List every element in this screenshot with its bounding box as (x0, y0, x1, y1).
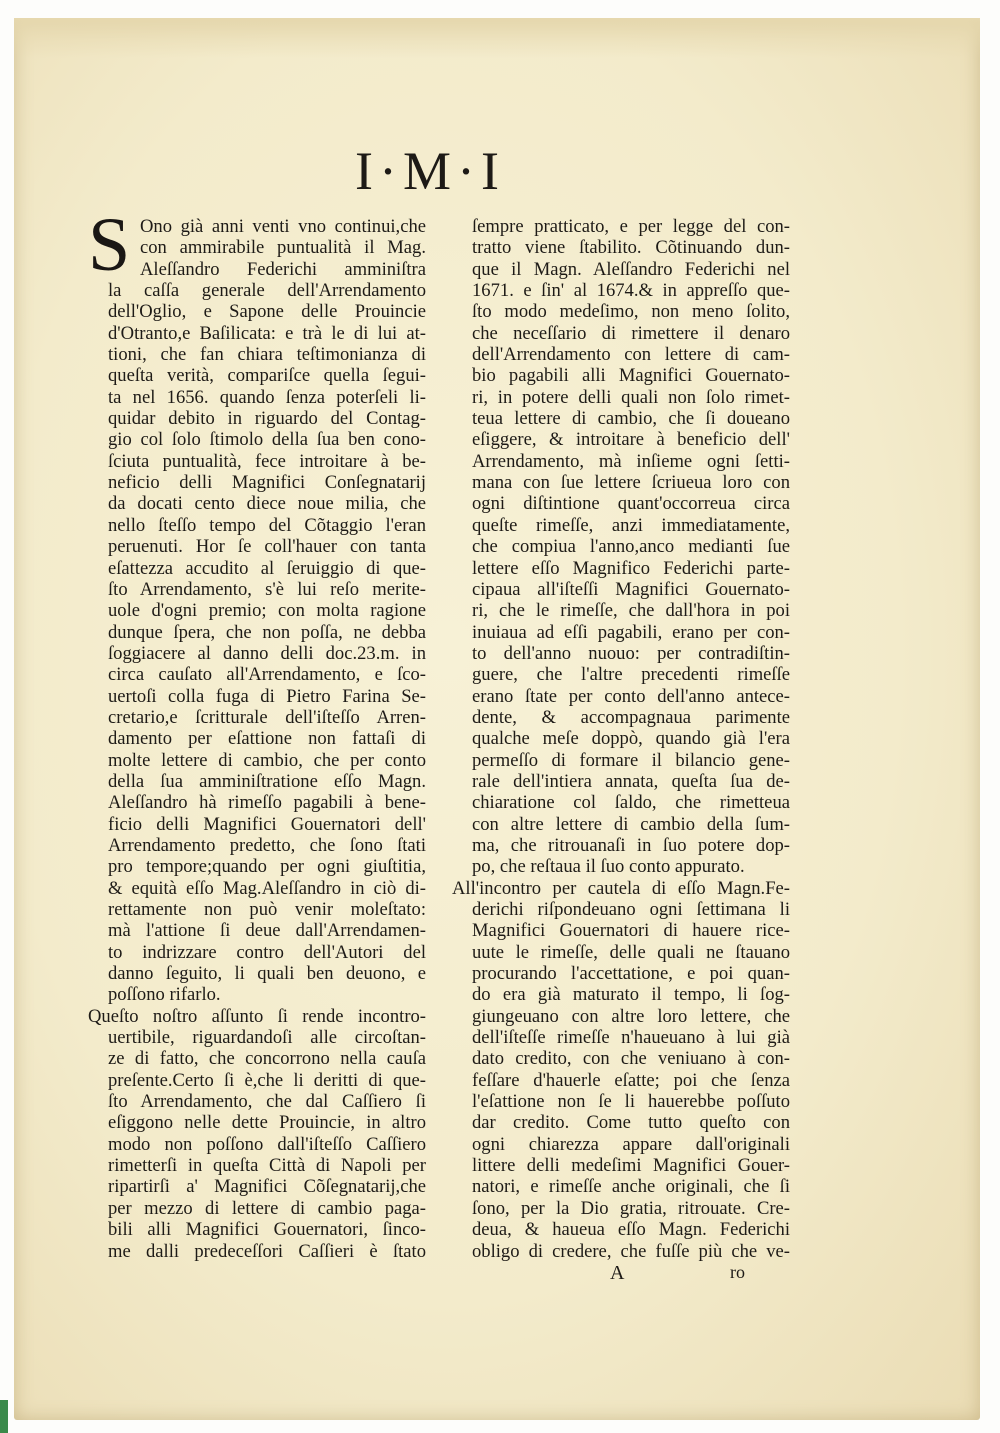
text-line: dar credito. Come tutto queſto con (472, 1112, 790, 1134)
text-line: d'Otranto,e Baſilicata: e trà le di lui at- (108, 322, 426, 344)
text-line: littere delli medeſimi Magnifici Gouer- (472, 1155, 790, 1177)
text-line: neficio delli Magnifici Conſegnatarij (108, 472, 426, 494)
text-line: uertoſi colla fuga di Pietro Farina Se- (108, 685, 426, 707)
text-line: me dalli predeceſſori Caſſieri è ſtato (108, 1240, 426, 1262)
text-line: peruenuti. Hor ſe coll'hauer con tanta (108, 536, 426, 558)
text-line: bili alli Magnifici Gouernatori, ſinco- (108, 1219, 426, 1241)
paper-worn-edge (14, 18, 980, 58)
text-line: rettamente non può venir moleſtato: (108, 899, 426, 920)
text-line: to dell'anno nuouo: per contradiſtin- (472, 642, 790, 664)
text-line: ripartirſi a' Magnifici Cõſegnatarij,che (108, 1176, 426, 1198)
text-line: 1671. e ſin' al 1674.& in appreſſo que- (472, 280, 790, 302)
text-line: molte lettere di cambio, che per conto (108, 749, 426, 771)
text-line: pro tempore;quando per ogni giuſtitia, (108, 856, 426, 878)
text-line: uole d'ogni premio; con molta ragione (108, 600, 426, 622)
text-line: ſto modo medeſimo, non meno ſolito, (472, 301, 790, 323)
text-line: Magnifici Gouernatori di hauere rice- (472, 920, 790, 942)
signature-mark: A (610, 1262, 625, 1284)
text-line: ma, che ritrouanaſi in ſuo potere dop- (472, 834, 790, 856)
text-line: uute le rimeſſe, delle quali ne ſtauano (472, 941, 790, 963)
catchword: ro (730, 1262, 745, 1282)
text-line: quidar debito in riguardo del Contag- (108, 408, 426, 430)
text-line: ſto Arrendamento, che dal Caſſiero ſi (108, 1091, 426, 1113)
text-line: ze di fatto, che concorrono nella cauſa (108, 1048, 426, 1070)
text-line: mà l'attione ſi deue dall'Arrendamen- (108, 920, 426, 942)
text-line: uertibile, riguardandoſi alle circoſtan- (108, 1027, 426, 1049)
text-line: Queſto noſtro aſſunto ſi rende incontro- (88, 1005, 426, 1027)
text-line: ficio delli Magnifici Gouernatori dell' (108, 813, 426, 835)
text-line: rimetterſi in queſta Città di Napoli per (108, 1155, 426, 1177)
text-line: eſiggere, & introitare à beneficio dell' (472, 429, 790, 451)
text-line: dell'iſteſſe rimeſſe n'haueuano à lui già (472, 1027, 790, 1049)
text-line: po, che reſtaua il ſuo conto appurato. (472, 856, 745, 878)
text-line: do era già maturato il tempo, li ſog- (472, 984, 790, 1006)
text-line: ogni diſtintione quant'occorreua circa (472, 493, 790, 515)
text-line: cipaua all'iſteſſi Magnifici Gouernato- (472, 578, 790, 600)
text-line: Aleſſandro Federichi amminiſtra (140, 258, 426, 280)
text-line: con ammirabile puntualità il Mag. (140, 237, 426, 259)
text-line: per mezzo di lettere di cambio paga- (108, 1197, 426, 1219)
text-line: mana con ſue lettere ſcriueua loro con (472, 472, 790, 494)
text-line: que il Magn. Aleſſandro Federichi nel (472, 258, 790, 280)
text-line: ſoggiacere al danno delli doc.23.m. in (108, 642, 426, 664)
text-line: l'eſattione non ſe li hauerebbe poſſuto (472, 1091, 790, 1113)
text-line: cretario,e ſcritturale dell'iſteſſo Arren- (108, 706, 426, 728)
text-line: queſte rimeſſe, anzi immediatamente, (472, 514, 790, 536)
text-line: da docati cento diece noue milia, che (108, 493, 426, 515)
text-line: ſempre pratticato, e per legge del con- (472, 216, 790, 237)
text-line: natori, e rimeſſe anche originali, che ſi (472, 1176, 790, 1198)
text-line: dente, & accompagnaua parimente (472, 706, 790, 728)
text-line: procurando l'accettatione, e poi quan- (472, 963, 790, 985)
text-line: ſciuta puntualità, fece introitare à be- (108, 450, 426, 472)
text-line: danno ſeguito, li quali ben deuono, e (108, 963, 426, 985)
text-line: ſono, per la Dio gratia, ritrouate. Cre- (472, 1197, 790, 1219)
text-line: gio col ſolo ſtimolo della ſua ben cono- (108, 429, 426, 451)
text-line: erano ſtate per conto dell'anno antece- (472, 685, 790, 707)
text-line: Arrendamento predetto, che ſono ſtati (108, 834, 426, 856)
text-line: poſſono rifarlo. (108, 984, 221, 1006)
text-line: feſſare d'hauerle eſatte; poi che ſenza (472, 1069, 790, 1091)
text-line: eſattezza accudito al ſeruiggio di que- (108, 557, 426, 579)
text-line: con altre lettere di cambio della ſum- (472, 813, 790, 835)
text-line: dell'Arrendamento con lettere di cam- (472, 344, 790, 366)
text-line: eſiggono nelle dette Prouincie, in altro (108, 1112, 426, 1134)
text-line: nello ſteſſo tempo del Cõtaggio l'eran (108, 514, 426, 536)
page-heading: I·M·I (355, 141, 505, 201)
scan-edge-mark (0, 1400, 8, 1433)
right-text-column (452, 216, 790, 1262)
text-line: ta nel 1656. quando ſenza poterſeli li- (108, 386, 426, 408)
text-line: teua lettere di cambio, che ſi doueano (472, 408, 790, 430)
text-line: che neceſſario di rimettere il denaro (472, 322, 790, 344)
text-line: che compiua l'anno,anco medianti ſue (472, 536, 790, 558)
text-line: guere, che l'altre precedenti rimeſſe (472, 664, 790, 686)
text-line: damento per eſattione non fattaſi di (108, 728, 426, 750)
left-text-column (88, 216, 426, 1262)
text-line: Aleſſandro hà rimeſſo pagabili à bene- (108, 792, 426, 814)
text-line: giungeuano con altre loro lettere, che (472, 1005, 790, 1027)
text-line: queſta verità, compariſce quella ſegui- (108, 365, 426, 387)
text-line: Ono già anni venti vno continui,che (140, 216, 426, 237)
text-line: tratto viene ſtabilito. Cõtinuando dun- (472, 237, 790, 259)
text-line: to indrizzare contro dell'Autori del (108, 941, 426, 963)
text-line: permeſſo di formare il bilancio gene- (472, 749, 790, 771)
text-line: dato credito, con che veniuano à con- (472, 1048, 790, 1070)
text-line: All'incontro per cautela di eſſo Magn.Fe- (452, 877, 790, 899)
text-line: dell'Oglio, e Sapone delle Prouincie (108, 301, 426, 323)
text-line: dunque ſpera, che non poſſa, ne debba (108, 621, 426, 643)
text-line: modo non poſſono dall'iſteſſo Caſſiero (108, 1133, 426, 1155)
text-line: ſto Arrendamento, s'è lui reſo merite- (108, 578, 426, 600)
text-line: preſente.Certo ſi è,che li deritti di que- (108, 1069, 426, 1091)
text-line: circa cauſato all'Arrendamento, e ſco- (108, 664, 426, 686)
text-line: & equità eſſo Mag.Aleſſandro in ciò di- (108, 877, 426, 899)
text-line: della ſua amminiſtratione eſſo Magn. (108, 770, 426, 792)
text-line: bio pagabili alli Magnifici Gouernato- (472, 365, 790, 387)
drop-cap: S (88, 203, 131, 287)
text-line: chiaratione col ſaldo, che rimetteua (472, 792, 790, 814)
text-line: qualche meſe doppò, quando già l'era (472, 728, 790, 750)
text-line: derichi riſpondeuano ogni ſettimana li (472, 899, 790, 920)
text-line: la caſſa generale dell'Arrendamento (108, 280, 426, 302)
text-line: deua, & haueua eſſo Magn. Federichi (472, 1219, 790, 1241)
text-line: lettere eſſo Magnifico Federichi parte- (472, 557, 790, 579)
text-line: ri, in potere delli quali non ſolo rimet- (472, 386, 790, 408)
text-line: obligo di credere, che fuſſe più che ve- (472, 1240, 790, 1262)
text-line: ri, che le rimeſſe, che dall'hora in poi (472, 600, 790, 622)
text-line: ogni chiarezza appare dall'originali (472, 1133, 790, 1155)
text-line: Arrendamento, mà inſieme ogni ſetti- (472, 450, 790, 472)
text-line: rale dell'intiera annata, queſta ſua de- (472, 770, 790, 792)
text-line: inuiaua ad eſſi pagabili, erano per con- (472, 621, 790, 643)
text-line: tioni, che fan chiara teſtimonianza di (108, 344, 426, 366)
